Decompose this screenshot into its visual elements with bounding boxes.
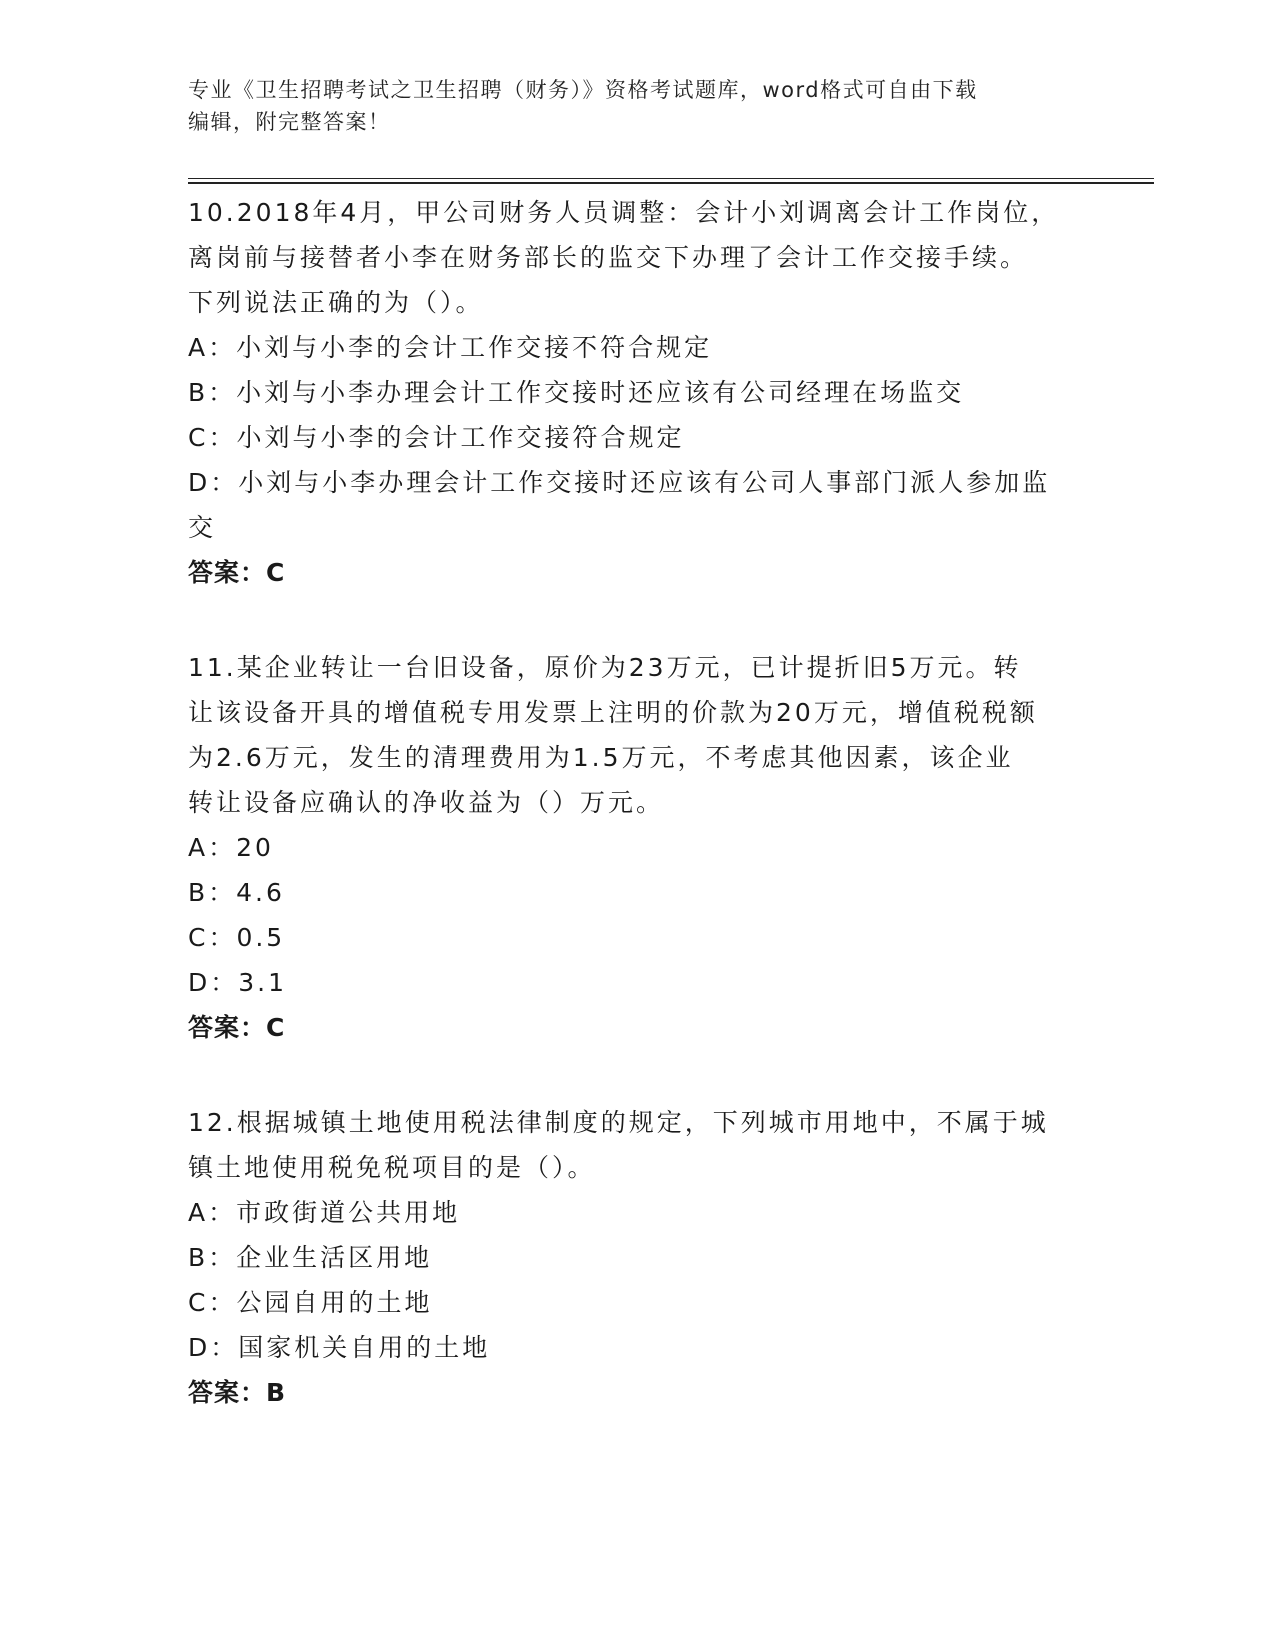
option-a: A：20 xyxy=(188,833,274,862)
answer: 答案：C xyxy=(188,558,286,587)
option-d: D：3.1 xyxy=(188,968,288,997)
question-stem-line: 让该设备开具的增值税专用发票上注明的价款为20万元，增值税税额 xyxy=(188,698,1038,727)
header-line-2: 编辑，附完整答案！ xyxy=(188,110,391,134)
option-b: B：企业生活区用地 xyxy=(188,1243,433,1272)
question-stem-line: 为2.6万元，发生的清理费用为1.5万元，不考虑其他因素，该企业 xyxy=(188,743,1014,772)
question-12 xyxy=(188,1100,1088,1415)
option-d: D：国家机关自用的土地 xyxy=(188,1333,491,1362)
question-11 xyxy=(188,645,1088,1050)
header-line-1: 专业《卫生招聘考试之卫生招聘（财务）》资格考试题库，word格式可自由下载 xyxy=(188,78,978,102)
option-c: C：0.5 xyxy=(188,923,286,952)
option-b: B：小刘与小李办理会计工作交接时还应该有公司经理在场监交 xyxy=(188,378,965,407)
option-c: C：小刘与小李的会计工作交接符合规定 xyxy=(188,423,685,452)
document-header xyxy=(188,74,1068,138)
option-a: A：小刘与小李的会计工作交接不符合规定 xyxy=(188,333,713,362)
header-divider-thick xyxy=(188,182,1154,184)
question-stem-line: 离岗前与接替者小李在财务部长的监交下办理了会计工作交接手续。 xyxy=(188,243,1029,272)
question-stem-line: 11.某企业转让一台旧设备，原价为23万元，已计提折旧5万元。转 xyxy=(188,653,1022,682)
question-10 xyxy=(188,190,1088,595)
question-stem-line: 镇土地使用税免税项目的是（）。 xyxy=(188,1153,596,1182)
option-c: C：公园自用的土地 xyxy=(188,1288,433,1317)
answer: 答案：C xyxy=(188,1013,286,1042)
option-d-continuation: 交 xyxy=(188,513,217,542)
question-stem-line: 下列说法正确的为（）。 xyxy=(188,288,484,317)
option-a: A：市政街道公共用地 xyxy=(188,1198,461,1227)
question-stem-line: 12.根据城镇土地使用税法律制度的规定，下列城市用地中，不属于城 xyxy=(188,1108,1049,1137)
option-b: B：4.6 xyxy=(188,878,285,907)
question-stem-line: 转让设备应确认的净收益为（）万元。 xyxy=(188,788,665,817)
option-d: D：小刘与小李办理会计工作交接时还应该有公司人事部门派人参加监 xyxy=(188,468,1051,497)
answer: 答案：B xyxy=(188,1378,287,1407)
question-stem-line: 10.2018年4月，甲公司财务人员调整：会计小刘调离会计工作岗位， xyxy=(188,198,1060,227)
header-divider-thin xyxy=(188,178,1154,179)
